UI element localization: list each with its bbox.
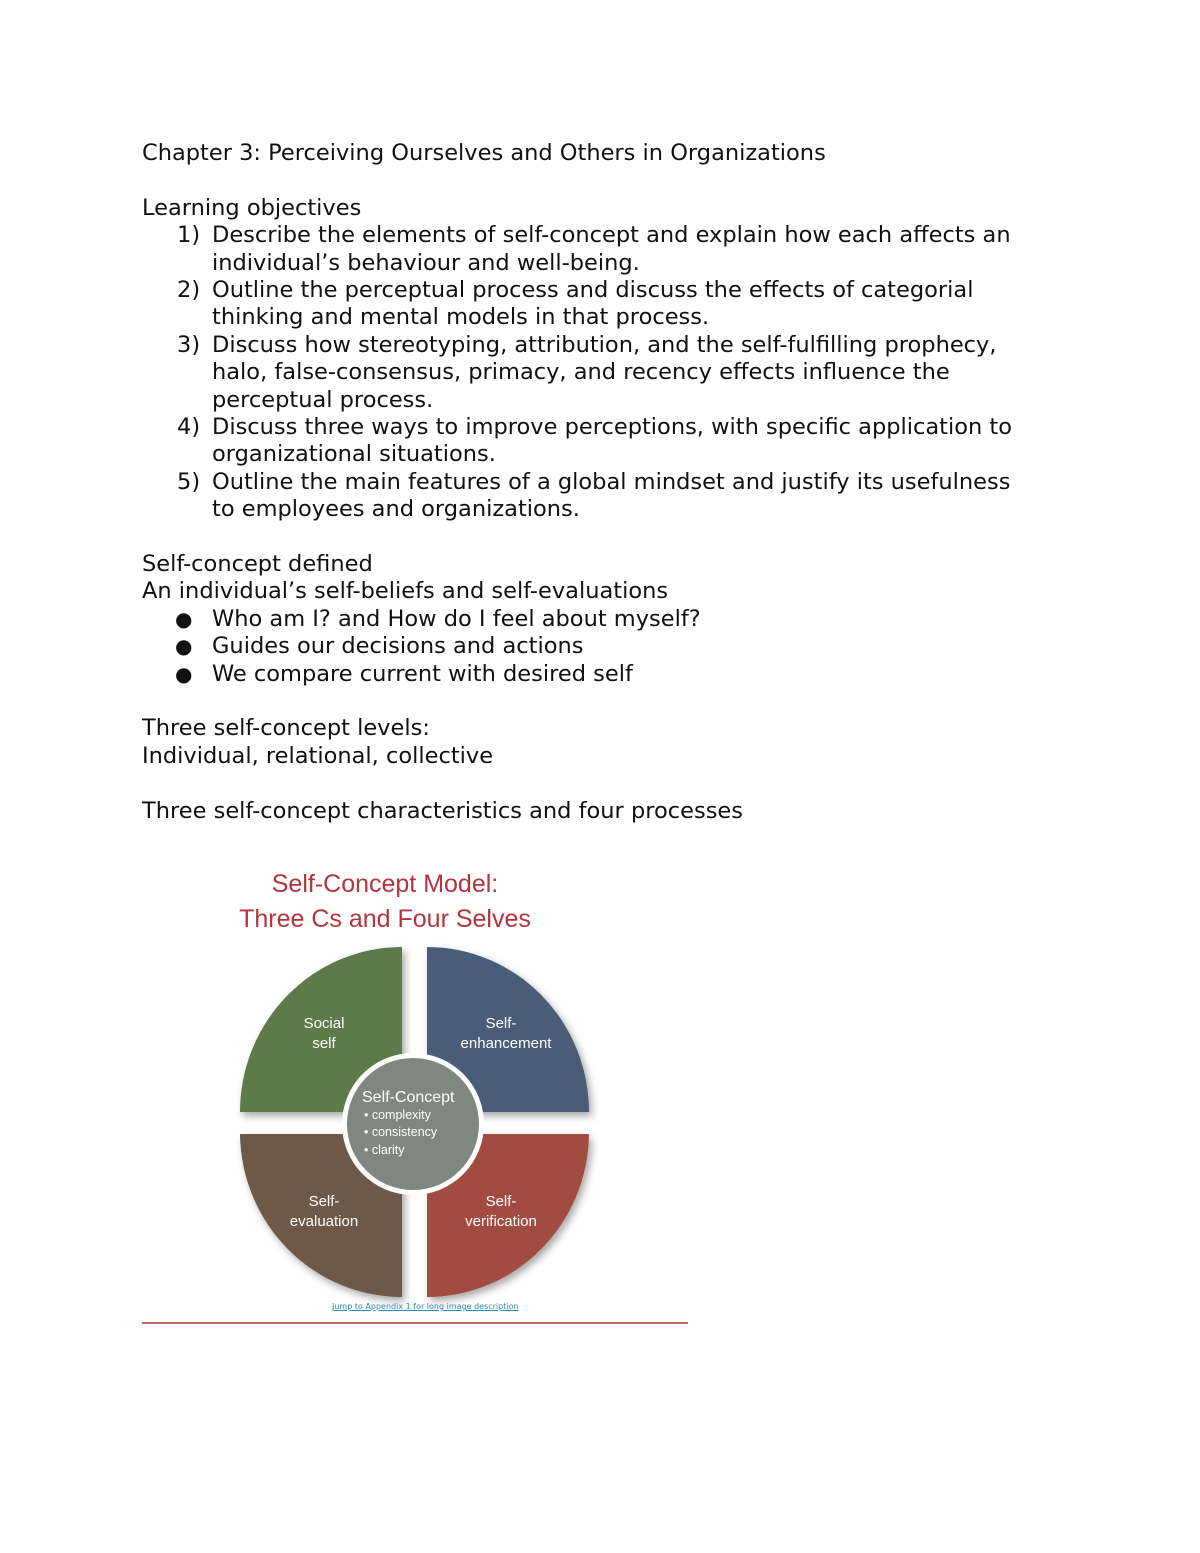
self-concept-model-diagram [142, 862, 688, 1324]
objective-line: Outline the perceptual process and discuss the effects of categorial [212, 277, 974, 304]
center-item: • complexity [364, 1108, 431, 1122]
quadrant-label: Self- [308, 1193, 340, 1210]
objective-item [142, 414, 1102, 469]
quadrant-label: Self- [485, 1015, 517, 1032]
objectives-list [142, 222, 1102, 523]
image-description-link[interactable]: Jump to Appendix 1 for long image description [332, 1302, 519, 1311]
self-concept-definition: An individual’s self-beliefs and self-evaluations [142, 578, 669, 605]
bullet-icon: ● [175, 634, 193, 659]
objective-line: individual’s behaviour and well-being. [212, 249, 640, 276]
objective-number: 1) [177, 222, 201, 249]
objective-line: Discuss how stereotyping, attribution, and the self-fulfilling prophecy, [212, 331, 997, 358]
objective-number: 5) [177, 468, 201, 495]
bullet-icon: ● [175, 661, 193, 686]
objective-item [142, 222, 1102, 277]
bullet-item: ● We compare current with desired self [175, 660, 633, 687]
objective-line: thinking and mental models in that process. [212, 304, 710, 331]
objective-number: 3) [177, 331, 201, 358]
objective-line: Outline the main features of a global mindset and justify its usefulness [212, 468, 1011, 495]
bullet-icon: ● [175, 606, 193, 631]
figure-title-line1: Self-Concept Model: [271, 870, 499, 898]
objective-number: 4) [177, 414, 201, 441]
objective-item [142, 277, 1102, 332]
objective-line: Discuss three ways to improve perceptions, with specific application to [212, 414, 1013, 441]
bullet-item: ● Guides our decisions and actions [175, 633, 584, 660]
figure-title-line2: Three Cs and Four Selves [239, 905, 531, 933]
self-concept-bullets [142, 606, 1102, 688]
levels-heading: Three self-concept levels: [142, 715, 430, 742]
quadrant-label: verification [465, 1213, 537, 1230]
quadrant-label: evaluation [289, 1213, 359, 1230]
objective-line: perceptual process. [212, 386, 434, 413]
characteristics-heading: Three self-concept characteristics and four processes [142, 797, 743, 824]
document-body [142, 140, 1102, 825]
center-item: • clarity [364, 1143, 405, 1157]
quadrant-label: self [312, 1035, 336, 1052]
objective-line: to employees and organizations. [212, 496, 580, 523]
objective-number: 2) [177, 277, 201, 304]
bullet-item: ● Who am I? and How do I feel about myself? [175, 605, 701, 632]
objectives-heading: Learning objectives [142, 194, 362, 221]
quadrant-label: enhancement [460, 1035, 552, 1052]
quadrant-label: Social [303, 1015, 345, 1032]
objective-item [142, 332, 1102, 414]
quadrant-label: Self- [485, 1193, 517, 1210]
center-title: Self-Concept [362, 1089, 455, 1106]
self-concept-center [347, 1058, 479, 1190]
objective-line: halo, false-consensus, primacy, and recency effects influence the [212, 359, 950, 386]
objective-item [142, 469, 1102, 524]
objective-line: Describe the elements of self-concept and explain how each affects an [212, 222, 1011, 249]
self-concept-heading: Self-concept defined [142, 551, 373, 578]
objective-line: organizational situations. [212, 441, 496, 468]
page-title: Chapter 3: Perceiving Ourselves and Others in Organizations [142, 140, 826, 166]
self-concept-model-figure [142, 862, 688, 1324]
levels-text: Individual, relational, collective [142, 742, 494, 769]
center-item: • consistency [364, 1125, 438, 1139]
